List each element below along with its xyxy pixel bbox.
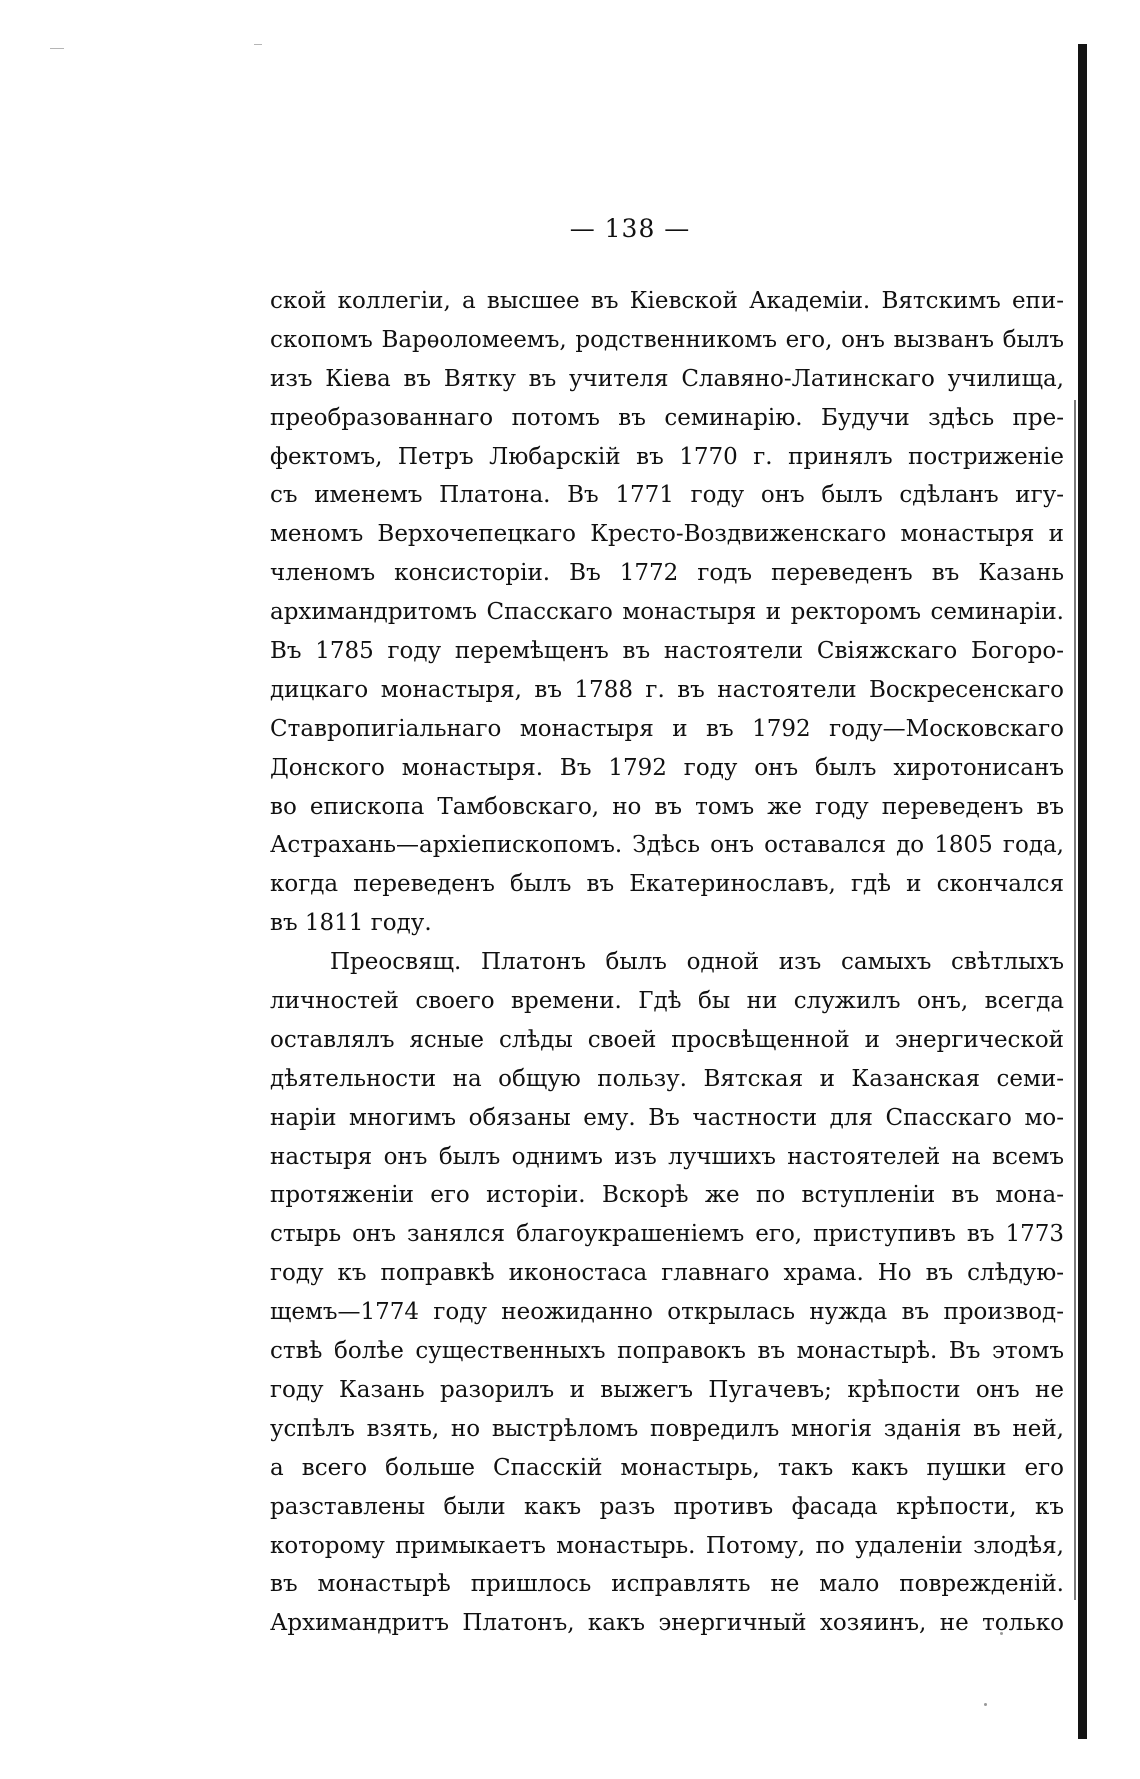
text-line: успѣлъ взять, но выстрѣломъ повредилъ многія зданія въ ней, — [270, 1415, 1064, 1442]
text-line: ской коллегіи, а высшее въ Кіевской Академіи. Вятскимъ епи- — [270, 288, 1064, 314]
text-line: въ монастырѣ пришлось исправлять не мало поврежденій. — [270, 1571, 1064, 1598]
body-text — [270, 282, 1064, 1643]
scan-mark — [50, 48, 64, 49]
page-binding-edge — [1078, 44, 1087, 1739]
text-line: архимандритомъ Спасскаго монастыря и ректоромъ семинаріи. — [270, 599, 1064, 626]
text-line: щемъ—1774 году неожиданно открылась нужда въ производ- — [270, 1299, 1064, 1326]
scan-speck — [984, 1703, 987, 1706]
text-line: Астрахань—архіепископомъ. Здѣсь онъ оставался до 1805 года, — [270, 832, 1064, 859]
text-line: Въ 1785 году перемѣщенъ въ настоятели Свіяжскаго Богоро- — [270, 638, 1064, 665]
page-number: — 138 — — [569, 214, 691, 243]
text-line: преобразованнаго потомъ въ семинарію. Будучи здѣсь пре- — [270, 404, 1064, 431]
text-line: Ставропигіальнаго монастыря и въ 1792 году—Московскаго — [270, 715, 1064, 742]
text-line: настыря онъ былъ однимъ изъ лучшихъ настоятелей на всемъ — [270, 1143, 1064, 1170]
text-line: которому примыкаетъ монастырь. Потому, по удаленіи злодѣя, — [270, 1532, 1064, 1559]
text-line: оставлялъ ясные слѣды своей просвѣщенной и энергической — [270, 1026, 1064, 1053]
text-line: ствѣ болѣе существенныхъ поправокъ въ монастырѣ. Въ этомъ — [270, 1338, 1064, 1365]
text-line: съ именемъ Платона. Въ 1771 году онъ былъ сдѣланъ игу- — [270, 482, 1064, 509]
text-line: дицкаго монастыря, въ 1788 г. въ настоятели Воскресенскаго — [270, 676, 1064, 703]
text-line: во епископа Тамбовскаго, но въ томъ же году переведенъ въ — [270, 793, 1064, 820]
text-line: фектомъ, Петръ Любарскій въ 1770 г. принялъ постриженіе — [270, 443, 1064, 470]
text-line: Донского монастыря. Въ 1792 году онъ былъ хиротонисанъ — [270, 754, 1064, 781]
text-line: личностей своего времени. Гдѣ бы ни служилъ онъ, всегда — [270, 988, 1064, 1015]
text-line: дѣятельности на общую пользу. Вятская и Казанская семи- — [270, 1065, 1064, 1092]
text-line: протяженіи его исторіи. Вскорѣ же по вступленіи въ мона- — [270, 1182, 1064, 1209]
text-line: стырь онъ занялся благоукрашеніемъ его, приступивъ въ 1773 — [270, 1221, 1064, 1248]
text-line: когда переведенъ былъ въ Екатеринославъ, гдѣ и скончался — [270, 871, 1064, 898]
paragraph-last-line: въ 1811 году. — [270, 910, 432, 937]
scan-mark — [254, 44, 262, 45]
text-line: скопомъ Варѳоломеемъ, родственникомъ его, онъ вызванъ былъ — [270, 326, 1064, 353]
paragraph-first-line: Преосвящ. Платонъ былъ одной изъ самыхъ свѣтлыхъ — [330, 949, 1064, 976]
text-line: году къ поправкѣ иконостаса главнаго храма. Но въ слѣдую- — [270, 1260, 1064, 1287]
text-line: наріи многимъ обязаны ему. Въ частности для Спасскаго мо- — [270, 1104, 1064, 1131]
text-line: разставлены были какъ разъ противъ фасада крѣпости, къ — [270, 1493, 1064, 1520]
page-binding-shadow — [1074, 400, 1076, 1600]
text-line: Архимандритъ Платонъ, какъ энергичный хозяинъ, не только — [270, 1610, 1064, 1637]
text-line: году Казань разорилъ и выжегъ Пугачевъ; крѣпости онъ не — [270, 1376, 1064, 1403]
text-line: меномъ Верхочепецкаго Кресто-Воздвиженскаго монастыря и — [270, 521, 1064, 548]
text-line: членомъ консисторіи. Въ 1772 годъ переведенъ въ Казань — [270, 560, 1064, 587]
text-line: а всего больше Спасскій монастырь, такъ какъ пушки его — [270, 1454, 1064, 1481]
text-line: изъ Кіева въ Вятку въ учителя Славяно-Латинскаго училища, — [270, 365, 1064, 392]
